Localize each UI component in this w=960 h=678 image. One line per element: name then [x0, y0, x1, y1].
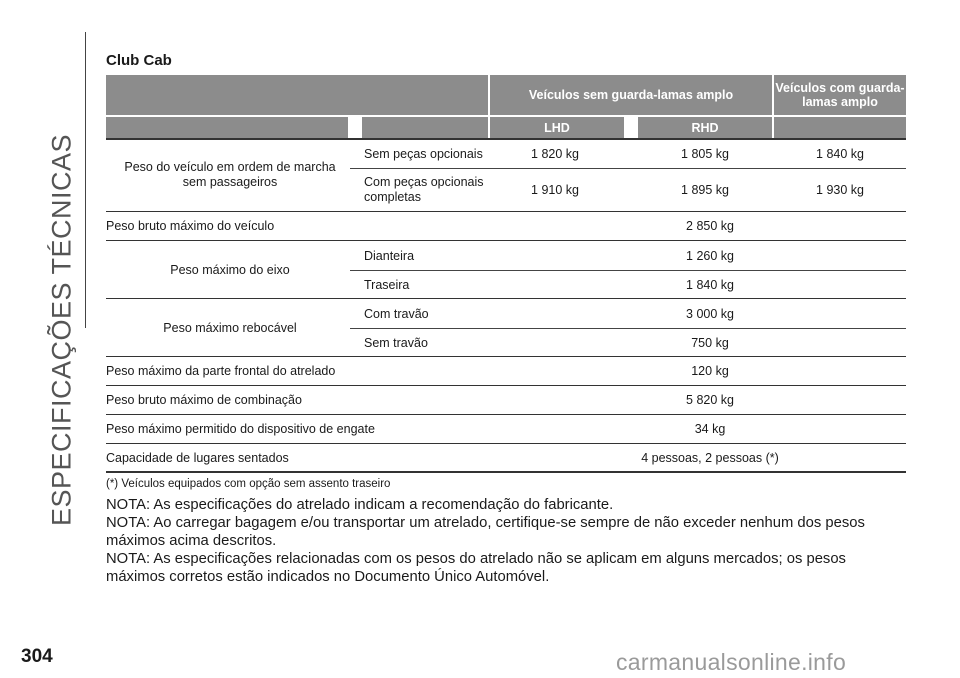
header-rhd: RHD [638, 117, 772, 138]
table-footnote: (*) Veículos equipados com opção sem assento traseiro [106, 478, 391, 490]
header-lhd: LHD [490, 117, 624, 138]
row-sub-full-options: Com peças opcionais completas [364, 175, 484, 204]
row-divider [106, 385, 906, 386]
header-blank-right [774, 117, 906, 138]
chapter-side-title: ESPECIFICAÇÕES TÉCNICAS [46, 133, 77, 527]
row-label-running-weight: Peso do veículo em ordem de marcha sem passageiros [124, 160, 336, 189]
row-divider [106, 356, 906, 357]
row-sub-front-axle: Dianteira [364, 248, 415, 263]
cell-gross-weight: 2 850 kg [686, 219, 734, 233]
row-sub-divider [350, 328, 906, 329]
cell-braked: 3 000 kg [686, 306, 734, 321]
row-label-seating: Capacidade de lugares sentados [106, 451, 289, 465]
header-blank-label [106, 117, 348, 138]
header-blank-sub [362, 117, 488, 138]
row-label-combined-gross: Peso bruto máximo de combinação [106, 393, 302, 407]
cell-no-options-rhd: 1 805 kg [681, 146, 729, 161]
cell-rear-axle: 1 840 kg [686, 277, 734, 292]
note-paragraph: NOTA: Ao carregar bagagem e/ou transportar um atrelado, certifique-se sempre de não exceder nenhum dos pesos máximos acima descritos. [106, 515, 865, 549]
row-label-gross-weight: Peso bruto máximo do veículo [106, 219, 275, 233]
cell-unbraked: 750 kg [691, 335, 729, 350]
cell-full-options-rhd: 1 895 kg [681, 182, 729, 197]
cell-hitch-max: 34 kg [694, 422, 726, 436]
watermark: carmanualsonline.info [616, 649, 847, 675]
row-sub-rear-axle: Traseira [364, 277, 410, 292]
row-sub-divider [350, 168, 906, 169]
header-blank-left [106, 75, 488, 115]
section-title: Club Cab [106, 52, 172, 69]
cell-no-options-lhd: 1 820 kg [531, 146, 579, 161]
note-paragraph: NOTA: As especificações do atrelado indicam a recomendação do fabricante. [106, 497, 614, 513]
cell-full-options-lhd: 1 910 kg [531, 182, 579, 197]
row-sub-no-options: Sem peças opcionais [364, 146, 483, 161]
cell-full-options-wide: 1 930 kg [816, 182, 864, 197]
row-sub-braked: Com travão [364, 306, 429, 321]
notes-block [106, 496, 906, 586]
row-label-towable-weight: Peso máximo rebocável [163, 320, 297, 335]
cell-front-axle: 1 260 kg [686, 248, 734, 263]
header-group-without-wide-fenders: Veículos sem guarda-lamas amplo [490, 75, 772, 115]
page-number: 304 [21, 646, 53, 667]
row-divider [106, 298, 906, 299]
row-label-trailer-front: Peso máximo da parte frontal do atrelado [106, 364, 336, 378]
row-divider [106, 414, 906, 415]
cell-no-options-wide: 1 840 kg [816, 146, 864, 161]
note-paragraph: NOTA: As especificações relacionadas com os pesos do atrelado não se aplicam em alguns mercados; os pesos máximos corretos estão indicados no Documento Único Automóvel. [106, 551, 846, 585]
cell-seating: 4 pessoas, 2 pessoas (*) [641, 451, 779, 465]
cell-combined-gross: 5 820 kg [686, 393, 734, 407]
header-group-with-wide-fenders: Veículos com guarda-lamas amplo [774, 75, 906, 115]
cell-trailer-front: 120 kg [691, 364, 729, 378]
row-divider [106, 240, 906, 241]
chapter-side-rule [85, 32, 86, 328]
row-label-axle-weight: Peso máximo do eixo [170, 262, 290, 277]
row-sub-unbraked: Sem travão [364, 335, 428, 350]
row-label-hitch-max: Peso máximo permitido do dispositivo de engate [106, 422, 375, 436]
row-divider [106, 443, 906, 444]
row-divider [106, 211, 906, 212]
table-bottom-rule [106, 471, 906, 473]
row-sub-divider [350, 270, 906, 271]
